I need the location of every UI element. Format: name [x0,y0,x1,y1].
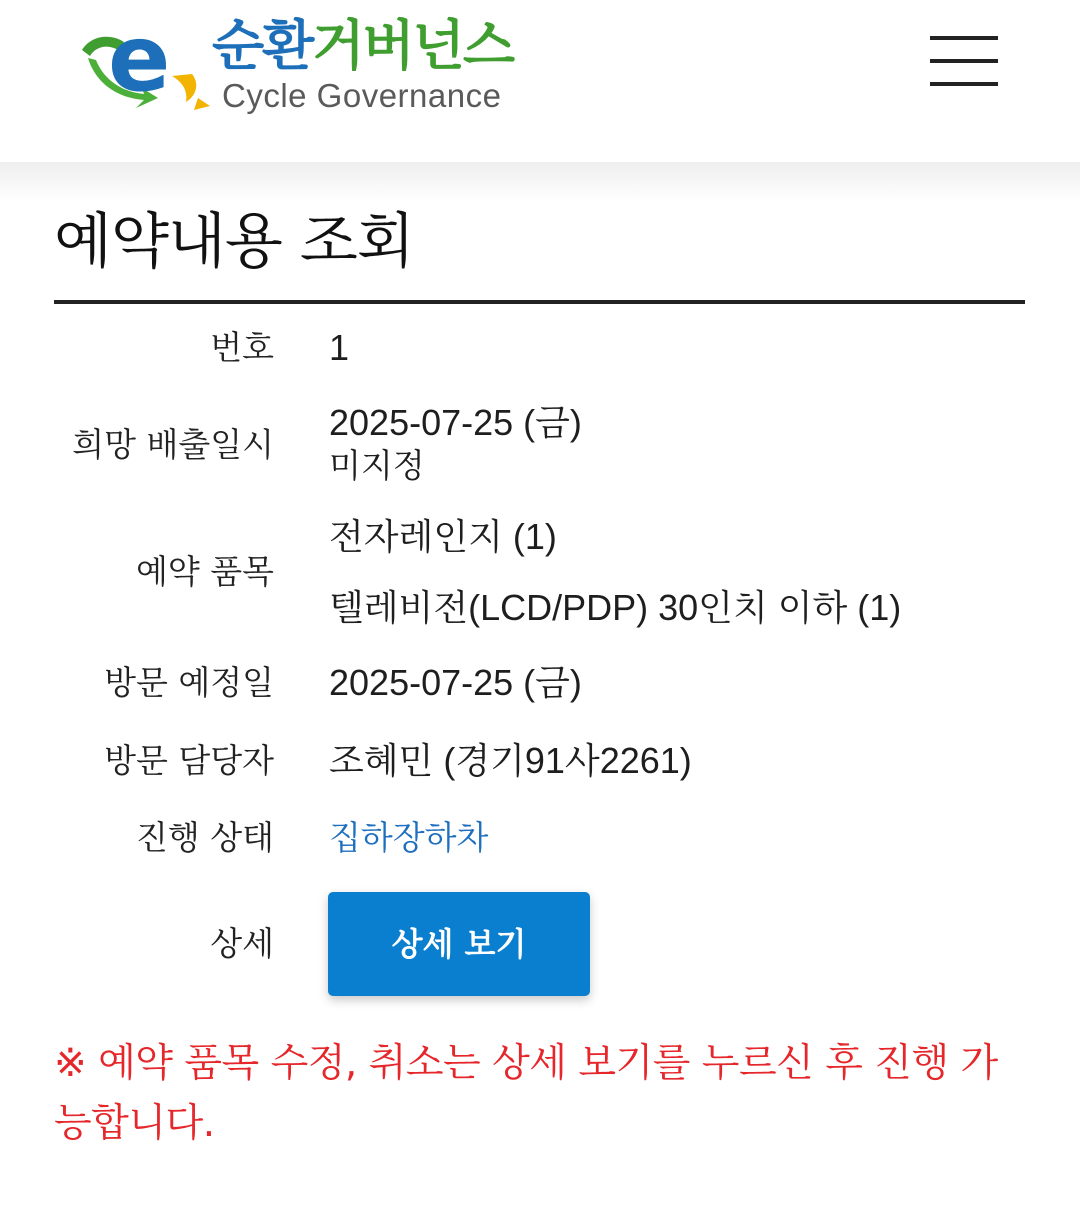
number-value: 1 [329,327,350,368]
title-divider [54,300,1025,304]
visit-date-value: 2025-07-25 (금) [329,662,582,703]
hamburger-menu-icon[interactable] [924,30,1004,92]
header-shadow [0,162,1080,202]
logo-letter: e [108,12,171,112]
number-label: 번호 [210,328,274,367]
visit-staff-label: 방문 담당자 [104,741,274,780]
notice-text: ※ 예약 품목 수정, 취소는 상세 보기를 누르신 후 진행 가능합니다. [54,1041,998,1146]
visit-date-label: 방문 예정일 [104,663,274,702]
desired-date-value: 2025-07-25 (금) [329,402,582,443]
status-label: 진행 상태 [135,818,274,857]
page-title: 예약내용 조회 [54,207,414,277]
desired-date-label: 희망 배출일시 [72,425,274,464]
desired-time-value: 미지정 [329,446,425,485]
status-value-link[interactable]: 집하장하차 [329,818,489,857]
detail-label: 상세 [210,924,274,963]
logo-korean-name-part1: 순환 [212,14,313,77]
item-value-2: 텔레비전(LCD/PDP) 30인치 이하 (1) [329,587,902,628]
view-detail-button[interactable]: 상세 보기 [328,892,590,996]
menu-bar-top [930,36,998,40]
logo-korean-name [212,14,513,78]
cycle-governance-logo[interactable] [78,12,538,122]
logo-english-name: Cycle Governance [222,77,502,114]
visit-staff-value: 조혜민 (경기91사2261) [329,740,692,781]
items-label: 예약 품목 [135,552,274,591]
item-value-1: 전자레인지 (1) [329,516,557,557]
menu-bar-middle [930,59,998,63]
menu-bar-bottom [930,82,998,86]
app-header [0,0,1080,162]
logo-korean-name-part2: 거버넌스 [312,14,513,77]
e-swirl-logo-icon [78,12,213,112]
